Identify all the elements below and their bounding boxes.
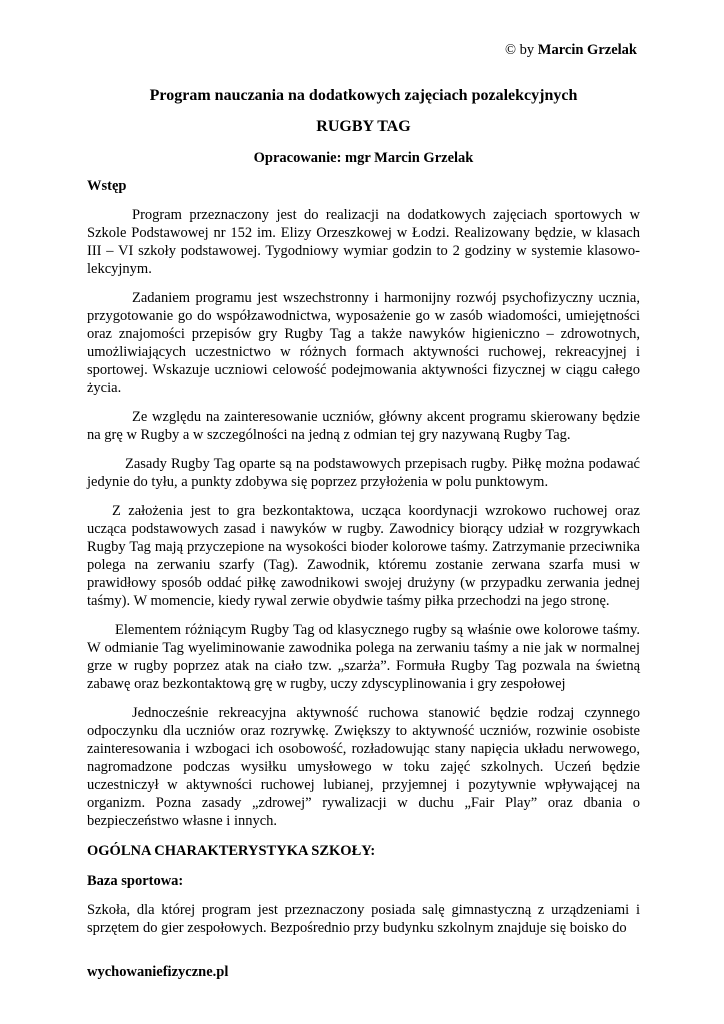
paragraph-7: Jednocześnie rekreacyjna aktywność ruchowa stanowić będzie rodzaj czynnego odpoczynku dla uczniów oraz rozrywkę. Zwiększy to aktywność uczniów, rozwinie osobiste zainteresowania i wzbogaci ich osobowość, rozładowując stany napięcia układu nerwowego, nagromadzone podczas wysiłku umysłowego w toku zajęć szkolnych. Uczeń będzie uczestniczył w aktywności ruchowej lubianej, przyjemnej i pozytywnie wpływającej na organizm. Pozna zasady „zdrowej” rywalizacji w duchu „Fair Play” oraz dbania o bezpieczeństwo własne i innych. xyxy=(87,705,640,829)
footer-site: wychowaniefizyczne.pl xyxy=(87,964,229,980)
paragraph-3: Ze względu na zainteresowanie uczniów, główny akcent programu skierowany będzie na grę w Rugby a w szczególności na jedną z odmian tej gry nazywaną Rugby Tag. xyxy=(87,409,640,443)
copyright-line xyxy=(505,41,637,59)
document-subtitle: RUGBY TAG xyxy=(316,118,411,135)
subsection-heading: Baza sportowa: xyxy=(87,873,184,889)
document-body xyxy=(87,86,640,937)
paragraph-5: Z założenia jest to gra bezkontaktowa, ucząca koordynacji wzrokowo ruchowej oraz ucząca podstawowych zasad i nawyków w rugby. Zawodnicy biorący udział w rozgrywkach Rugby Tag mają przyczepione na wysokości bioder kolorowe taśmy. Zatrzymanie przeciwnika polega na zerwaniu szarfy (Tag). Zawodnik, któremu zostanie zerwana szarfa musi w prawidłowy sposób oddać piłkę zawodnikowi swojej drużyny (w przypadku zerwania jednej taśmy). W momencie, kiedy rywal zerwie obydwie taśmy piłka przechodzi na jego stronę. xyxy=(87,503,640,609)
paragraph-last: Szkoła, dla której program jest przeznaczony posiada salę gimnastyczną z urządzeniami i sprzętem do gier zespołowych. Bezpośrednio przy budynku szkolnym znajduje się boisko do xyxy=(87,902,640,936)
section-heading: OGÓLNA CHARAKTERYSTYKA SZKOŁY: xyxy=(87,843,376,859)
document-title: Program nauczania na dodatkowych zajęciach pozalekcyjnych xyxy=(149,87,578,104)
paragraph-2: Zadaniem programu jest wszechstronny i harmonijny rozwój psychofizyczny ucznia, przygotowanie go do współzawodnictwa, wyposażenie go w zasób wiadomości, umiejętności oraz znajomości przepisów gry Rugby Tag a także nawyków higieniczno – zdrowotnych, umożliwiających uczestnictwo w różnych formach aktywności ruchowej, rekreacyjnej i sportowej. Wskazuje uczniowi celowość podejmowania aktywności fizycznej w ciągu całego życia. xyxy=(87,290,640,396)
intro-heading: Wstęp xyxy=(87,178,127,194)
copyright-author: Marcin Grzelak xyxy=(537,42,637,58)
paragraph-6: Elementem różniącym Rugby Tag od klasycznego rugby są właśnie owe kolorowe taśmy. W odmianie Tag wyeliminowanie zawodnika polega na zerwaniu taśmy a nie jak w normalnej grze w rugby poprzez atak na ciało tzw. „szarża”. Formuła Rugby Tag pozwala na świetną zabawę oraz bezkontaktową grę w rugby, uczy zdyscyplinowania i gry zespołowej xyxy=(87,622,640,692)
author-line: Opracowanie: mgr Marcin Grzelak xyxy=(253,150,474,166)
paragraph-4: Zasady Rugby Tag oparte są na podstawowych przepisach rugby. Piłkę można podawać jedynie do tyłu, a punkty zdobywa się poprzez przyłożenia w polu punktowym. xyxy=(87,456,640,490)
paragraph-1: Program przeznaczony jest do realizacji na dodatkowych zajęciach sportowych w Szkole Podstawowej nr 152 im. Elizy Orzeszkowej w Łodzi. Realizowany będzie, w klasach III – VI szkoły podstawowej. Tygodniowy wymiar godzin to 2 godziny w systemie klasowo-lekcyjnym. xyxy=(87,207,640,277)
copyright-prefix: © by xyxy=(505,42,535,58)
